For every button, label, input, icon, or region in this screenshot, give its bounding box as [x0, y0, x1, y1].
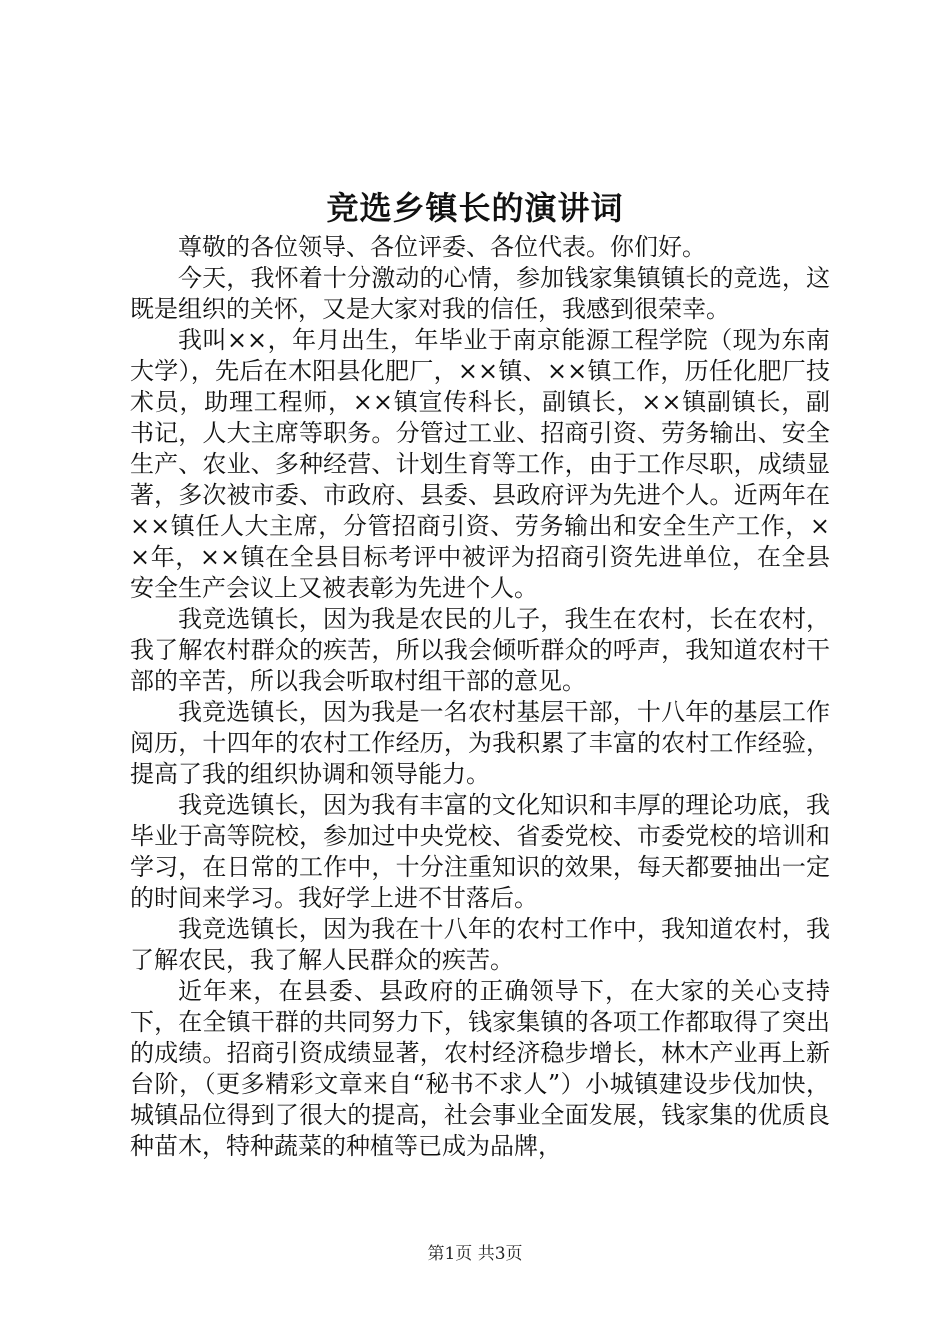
paragraph-intro: 今天，我怀着十分激动的心情，参加钱家集镇镇长的竞选，这既是组织的关怀，又是大家对我的信任，我感到很荣幸。 [130, 264, 830, 323]
paragraph-reason-farmer: 我竞选镇长，因为我是农民的儿子，我生在农村，长在农村，我了解农村群众的疾苦，所以我会倾听群众的呼声，我知道农村干部的辛苦，所以我会听取村组干部的意见。 [130, 605, 830, 695]
paragraph-background: 我叫××，年月出生，年毕业于南京能源工程学院（现为东南大学），先后在木阳县化肥厂，××镇、××镇工作，历任化肥厂技术员，助理工程师，××镇宣传科长，副镇长，××镇副镇长，副书记，人大主席等职务。分管过工业、招商引资、劳务输出、安全生产、农业、多种经营、计划生育等工作，由于工作尽职，成绩显著，多次被市委、市政府、县委、县政府评为先进个人。近两年在××镇任人大主席，分管招商引资、劳务输出和安全生产工作，××年，××镇在全县目标考评中被评为招商引资先进单位，在全县安全生产会议上又被表彰为先进个人。 [130, 326, 830, 602]
paragraph-reason-cadre: 我竞选镇长，因为我是一名农村基层干部，十八年的基层工作阅历，十四年的农村工作经历，为我积累了丰富的农村工作经验，提高了我的组织协调和领导能力。 [130, 698, 830, 788]
page-number: 第1页 共3页 [427, 1244, 523, 1264]
paragraph-achievements: 近年来，在县委、县政府的正确领导下，在大家的关心支持下，在全镇干群的共同努力下，钱家集镇的各项工作都取得了突出的成绩。招商引资成绩显著，农村经济稳步增长，林木产业再上新台阶，（更多精彩文章来自“秘书不求人”）小城镇建设步伐加快，城镇品位得到了很大的提高，社会事业全面发展，钱家集的优质良种苗木，特种蔬菜的种植等已成为品牌， [130, 977, 830, 1160]
paragraph-reason-experience: 我竞选镇长，因为我在十八年的农村工作中，我知道农村，我了解农民，我了解人民群众的疾苦。 [130, 915, 830, 974]
paragraph-greeting: 尊敬的各位领导、各位评委、各位代表。你们好。 [178, 233, 706, 261]
document-title: 竞选乡镇长的演讲词 [326, 189, 624, 227]
document-body [130, 232, 830, 1162]
paragraph-reason-knowledge: 我竞选镇长，因为我有丰富的文化知识和丰厚的理论功底，我毕业于高等院校，参加过中央党校、省委党校、市委党校的培训和学习，在日常的工作中，十分注重知识的效果，每天都要抽出一定的时间来学习。我好学上进不甘落后。 [130, 791, 830, 912]
